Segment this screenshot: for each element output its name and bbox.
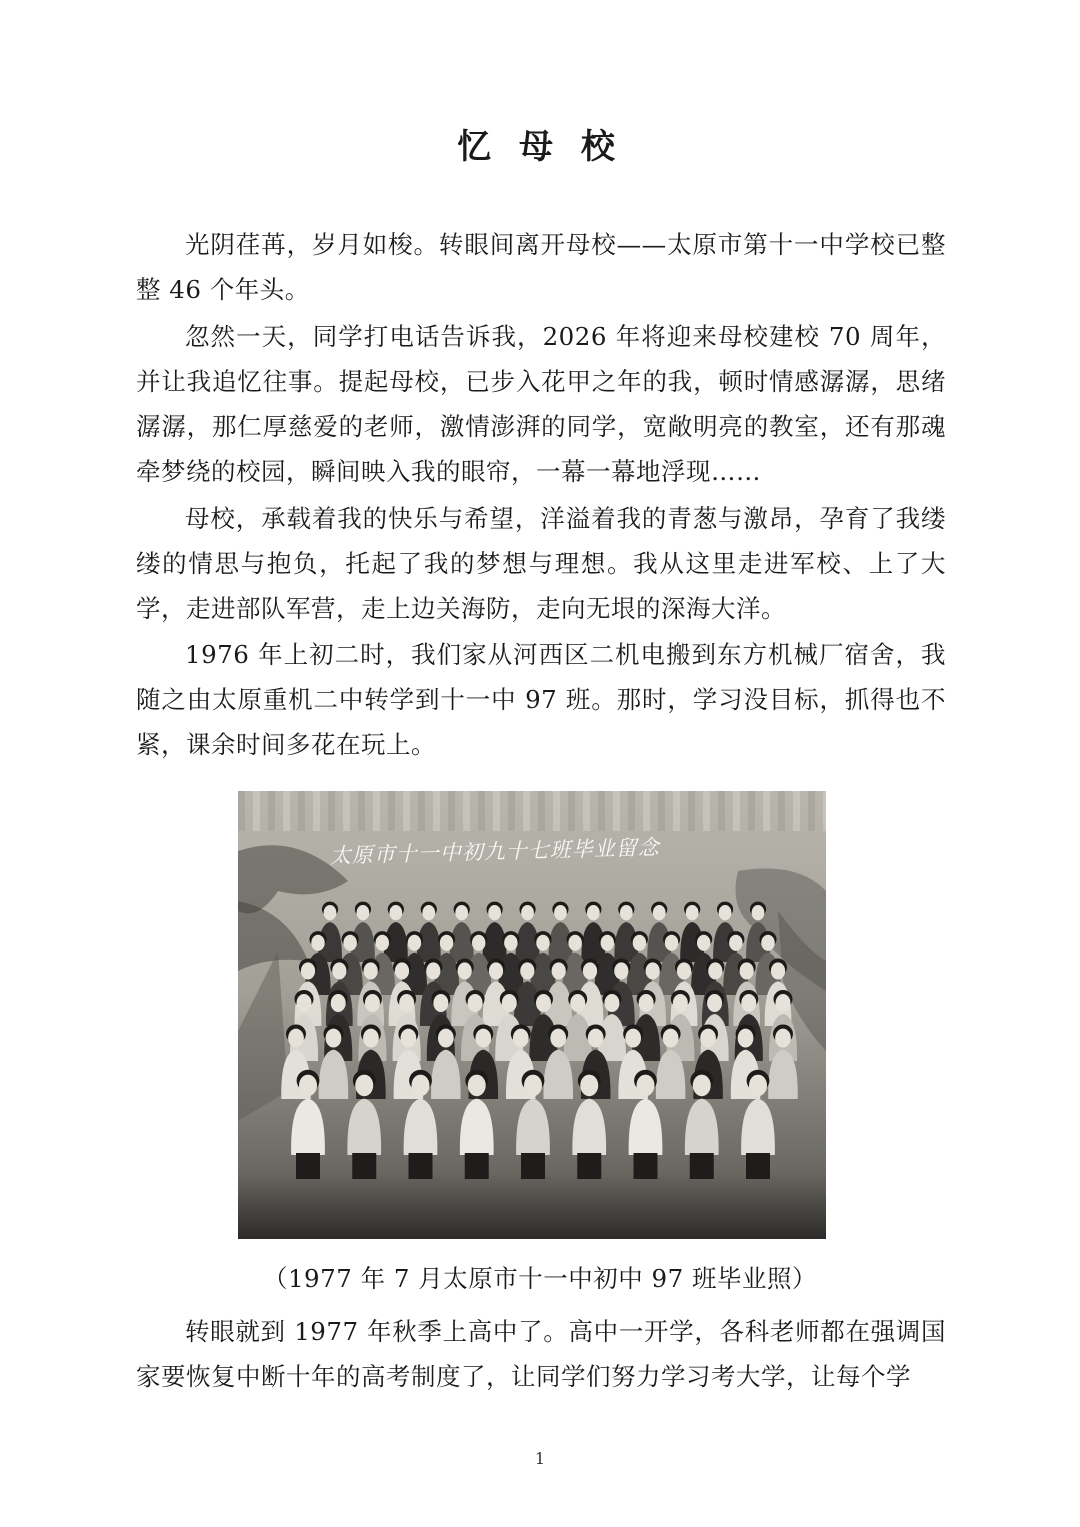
paragraph-2: 忽然一天，同学打电话告诉我，2026 年将迎来母校建校 70 周年，并让我追忆往事。提起母校，已步入花甲之年的我，顿时情感潺潺，思绪潺潺，那仁厚慈爱的老师，激情澎湃的同学，宽敞明亮的教室，还有那魂牵梦绕的校园，瞬间映入我的眼帘，一幕一幕地浮现…… — [136, 322, 946, 486]
paragraph-5: 转眼就到 1977 年秋季上高中了。高中一开学，各科老师都在强调国家要恢复中断十年的高考制度了，让同学们努力学习考大学，让每个学 — [136, 1317, 946, 1391]
photo-caption: （1977 年 7 月太原市十一中初中 97 班毕业照） — [262, 1264, 818, 1293]
page-number: 1 — [534, 1449, 546, 1468]
paragraph-4: 1976 年上初二时，我们家从河西区二机电搬到东方机械厂宿舍，我随之由太原重机二中转学到十一中 97 班。那时，学习没目标，抓得也不紧，课余时间多花在玩上。 — [136, 640, 946, 759]
page-title: 忆 母 校 — [457, 127, 623, 167]
graduation-photo-image — [238, 791, 826, 1239]
class-graduation-photo — [238, 791, 826, 1239]
paragraph-3: 母校，承载着我的快乐与希望，洋溢着我的青葱与激昂，孕育了我缕缕的情思与抱负，托起了我的梦想与理想。我从这里走进军校、上了大学，走进部队军营，走上边关海防，走向无垠的深海大洋。 — [136, 504, 946, 623]
paragraph-1: 光阴荏苒，岁月如梭。转眼间离开母校——太原市第十一中学校已整整 46 个年头。 — [136, 230, 946, 304]
photo-inscription: 太原市十一中初九十七班毕业留念 — [329, 835, 661, 868]
